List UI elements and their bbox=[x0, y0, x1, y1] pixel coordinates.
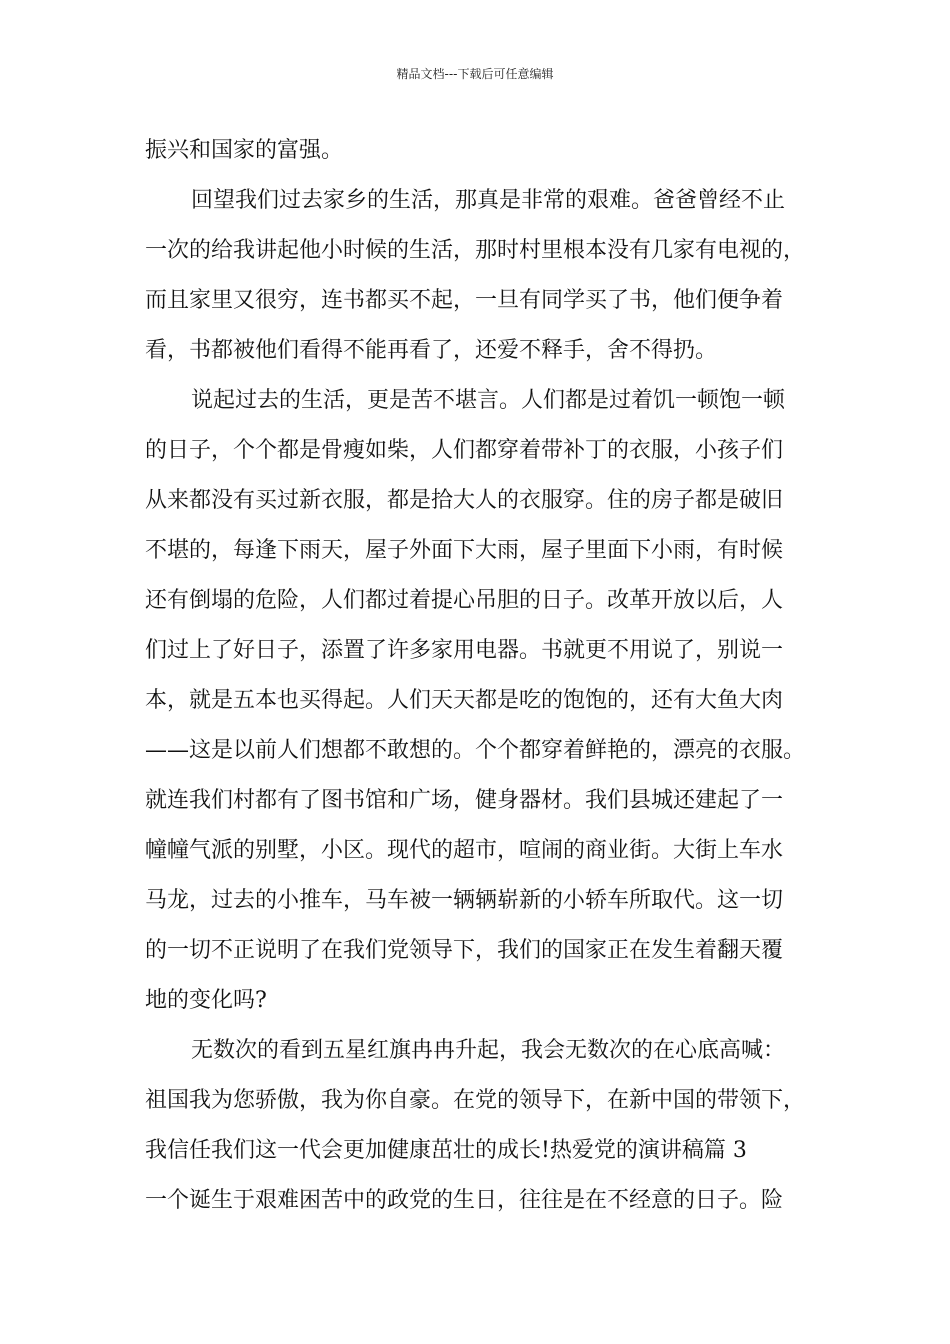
text-line: 地的变化吗? bbox=[145, 988, 267, 1013]
text-line: 马龙，过去的小推车，马车被一辆辆崭新的小轿车所取代。这一切 bbox=[145, 888, 784, 913]
text-line: 一次的给我讲起他小时候的生活，那时村里根本没有几家有电视的， bbox=[145, 238, 806, 263]
paragraph-start-line: 说起过去的生活，更是苦不堪言。人们都是过着饥一顿饱一顿 bbox=[191, 388, 786, 413]
page-header: 精品文档---下载后可任意编辑 bbox=[396, 67, 554, 81]
text-line: 祖国我为您骄傲，我为你自豪。在党的领导下，在新中国的带领下， bbox=[145, 1088, 806, 1113]
text-line: ——这是以前人们想都不敢想的。个个都穿着鲜艳的，漂亮的衣服。 bbox=[145, 738, 806, 763]
text-line: 的日子，个个都是骨瘦如柴，人们都穿着带补丁的衣服，小孩子们 bbox=[145, 438, 784, 463]
text-line: 振兴和国家的富强。 bbox=[145, 138, 344, 163]
text-line: 从来都没有买过新衣服，都是拾大人的衣服穿。住的房子都是破旧 bbox=[145, 488, 784, 513]
text-line: 本，就是五本也买得起。人们天天都是吃的饱饱的，还有大鱼大肉 bbox=[145, 688, 784, 713]
text-line: 们过上了好日子，添置了许多家用电器。书就更不用说了，别说一 bbox=[145, 638, 784, 663]
paragraph-start-line: 无数次的看到五星红旗冉冉升起，我会无数次的在心底高喊： bbox=[191, 1038, 786, 1063]
document-body bbox=[145, 126, 815, 1226]
text-line: 幢幢气派的别墅，小区。现代的超市，喧闹的商业街。大街上车水 bbox=[145, 838, 784, 863]
text-line: 不堪的，每逢下雨天，屋子外面下大雨，屋子里面下小雨，有时候 bbox=[145, 538, 784, 563]
text-line: 而且家里又很穷，连书都买不起，一旦有同学买了书，他们便争着 bbox=[145, 288, 784, 313]
text-line: 看，书都被他们看得不能再看了，还爱不释手，舍不得扔。 bbox=[145, 338, 718, 363]
text-line: 一个诞生于艰难困苦中的政党的生日，往往是在不经意的日子。险 bbox=[145, 1188, 784, 1213]
text-line: 的一切不正说明了在我们党领导下，我们的国家正在发生着翻天覆 bbox=[145, 938, 784, 963]
text-line: 就连我们村都有了图书馆和广场，健身器材。我们县城还建起了一 bbox=[145, 788, 784, 813]
text-line: 还有倒塌的危险，人们都过着提心吊胆的日子。改革开放以后，人 bbox=[145, 588, 784, 613]
paragraph-start-line: 回望我们过去家乡的生活，那真是非常的艰难。爸爸曾经不止 bbox=[191, 188, 786, 213]
text-line: 我信任我们这一代会更加健康茁壮的成长!热爱党的演讲稿篇 3 bbox=[145, 1138, 747, 1163]
